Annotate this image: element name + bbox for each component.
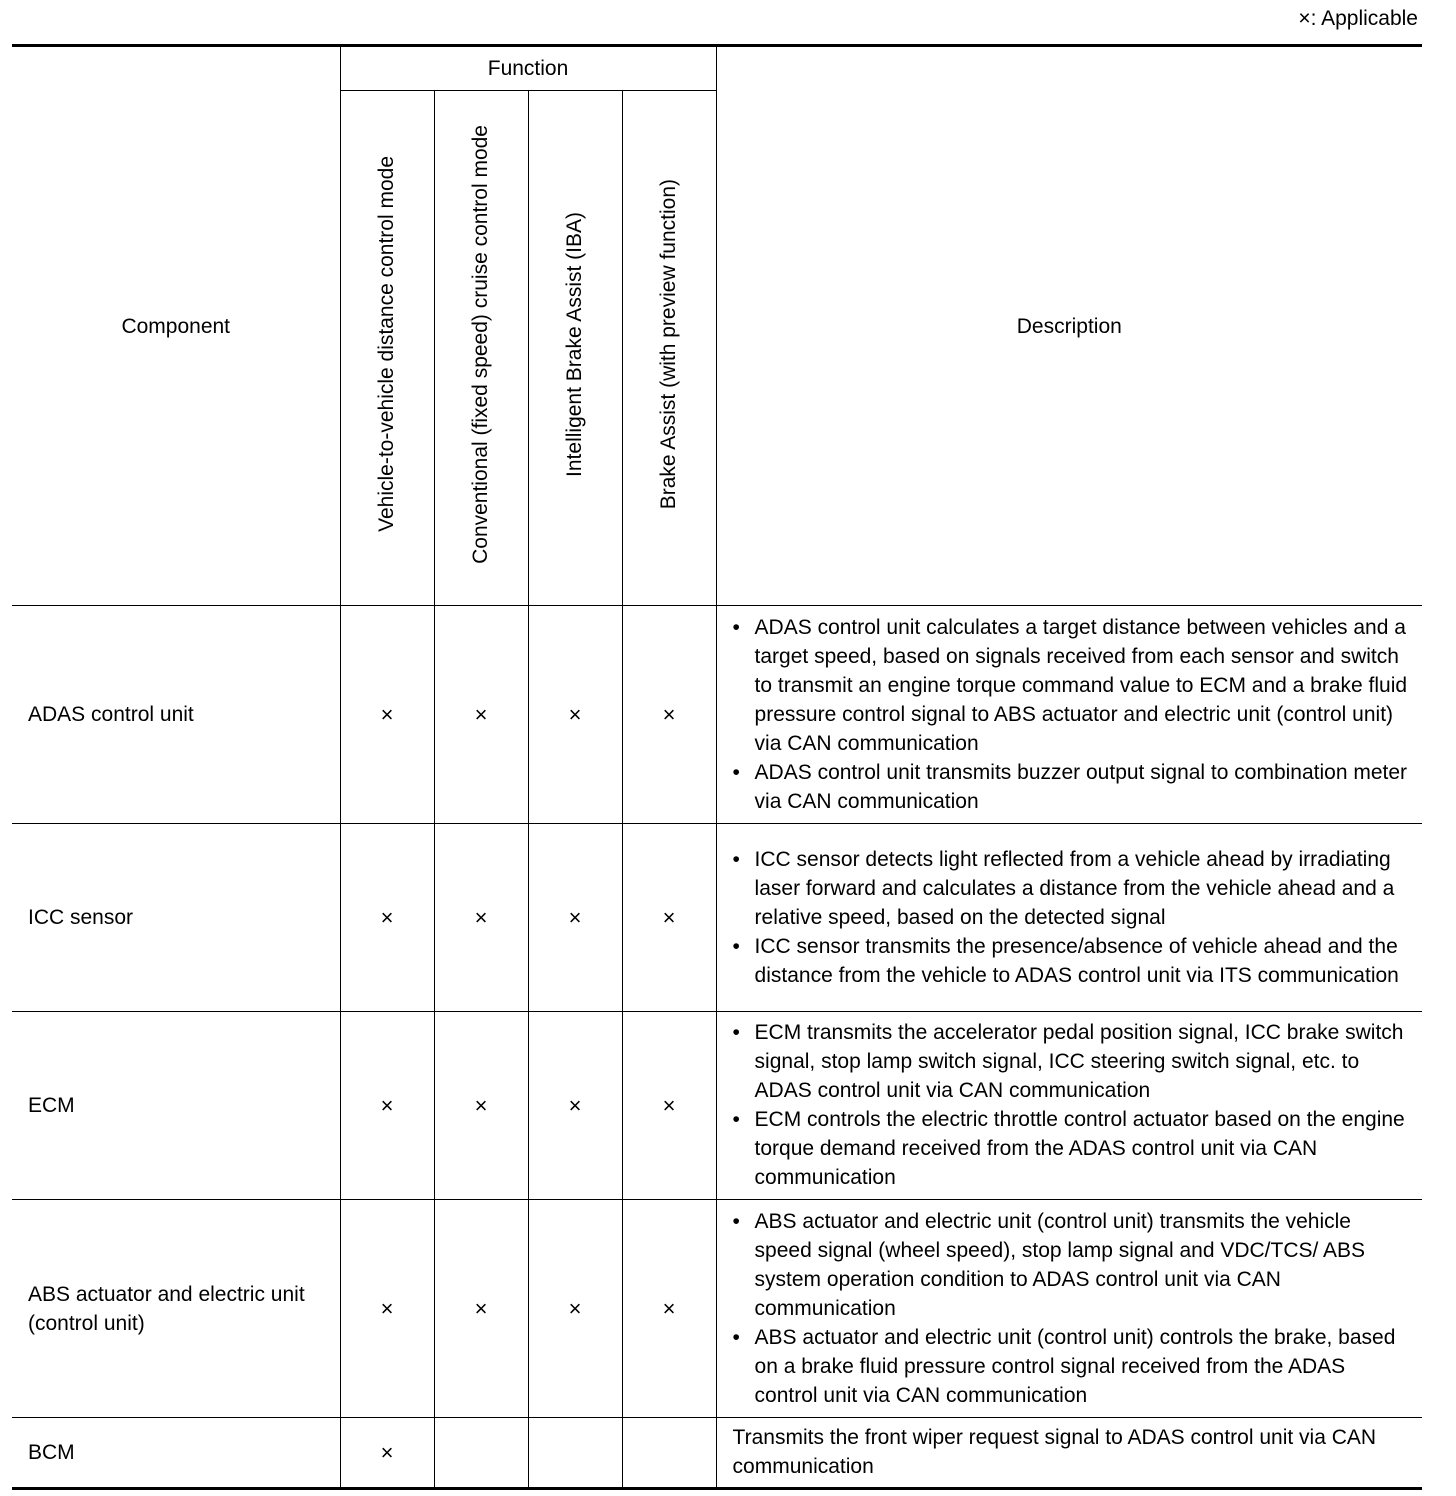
header-function-label: Brake Assist (with preview function) xyxy=(657,178,681,510)
description-cell xyxy=(716,824,1422,1012)
header-function-label: Vehicle-to-vehicle distance control mode xyxy=(375,156,398,532)
description-bullet: • ADAS control unit calculates a target distance between vehicles and a target speed, based on signals received from each sensor and switch to transmit an engine torque command value to ECM and a brake fluid pressure control signal to ABS actuator and electric unit (control unit) via CAN communication xyxy=(733,613,1413,758)
header-function-distance-control xyxy=(340,91,434,606)
applicable-mark: × xyxy=(622,1200,716,1418)
description-bullet: • ICC sensor detects light reflected from a vehicle ahead by irradiating laser forward and calculates a distance from the vehicle ahead and a relative speed, based on the detected signal xyxy=(733,845,1413,932)
applicable-mark: × xyxy=(528,606,622,824)
header-function-iba xyxy=(528,91,622,606)
description-bullet: • ABS actuator and electric unit (control unit) controls the brake, based on a brake fluid pressure control signal received from the ADAS control unit via CAN communication xyxy=(733,1323,1413,1410)
header-function-label: Conventional (fixed speed) cruise control mode xyxy=(469,124,492,564)
description-bullet: • ICC sensor transmits the presence/absence of vehicle ahead and the distance from the vehicle to ADAS control unit via ITS communication xyxy=(733,932,1413,990)
table-row xyxy=(12,1200,1422,1418)
description-text: Transmits the front wiper request signal to ADAS control unit via CAN communication xyxy=(732,1426,1377,1478)
applicable-mark: × xyxy=(622,824,716,1012)
component-cell: BCM xyxy=(12,1418,340,1489)
legend: ×: Applicable xyxy=(1298,7,1418,30)
applicable-mark: × xyxy=(340,606,434,824)
header-function-cruise-control xyxy=(434,91,528,606)
header-function: Function xyxy=(340,46,716,91)
applicable-mark: × xyxy=(622,1012,716,1200)
applicable-mark: × xyxy=(434,606,528,824)
description-bullet: • ECM transmits the accelerator pedal position signal, ICC brake switch signal, stop lamp switch signal, ICC steering switch signal, etc. to ADAS control unit via CAN communication xyxy=(733,1018,1413,1105)
applicable-mark: × xyxy=(528,824,622,1012)
applicable-mark: × xyxy=(528,1012,622,1200)
applicable-mark: × xyxy=(340,1418,434,1489)
description-cell xyxy=(716,1418,1422,1489)
applicable-mark: × xyxy=(340,824,434,1012)
applicable-mark xyxy=(622,1418,716,1489)
applicable-mark: × xyxy=(434,1200,528,1418)
applicable-mark xyxy=(434,1418,528,1489)
applicable-mark: × xyxy=(434,824,528,1012)
component-cell: ADAS control unit xyxy=(12,606,340,824)
header-description: Description xyxy=(716,46,1422,606)
table-row xyxy=(12,824,1422,1012)
component-function-table xyxy=(12,44,1422,1490)
component-cell: ICC sensor xyxy=(12,824,340,1012)
description-bullet: • ADAS control unit transmits buzzer output signal to combination meter via CAN communication xyxy=(733,758,1413,816)
header-function-label: Intelligent Brake Assist (IBA) xyxy=(563,211,586,477)
description-cell xyxy=(716,1012,1422,1200)
table-row xyxy=(12,1418,1422,1489)
header-component: Component xyxy=(12,46,340,606)
applicable-mark: × xyxy=(434,1012,528,1200)
applicable-mark: × xyxy=(622,606,716,824)
applicable-mark: × xyxy=(528,1200,622,1418)
component-cell: ABS actuator and electric unit (control unit) xyxy=(12,1200,340,1418)
applicable-mark: × xyxy=(340,1200,434,1418)
table-row xyxy=(12,606,1422,824)
header-function-brake-assist xyxy=(622,91,716,606)
description-bullet: • ECM controls the electric throttle control actuator based on the engine torque demand received from the ADAS control unit via CAN communication xyxy=(733,1105,1413,1192)
description-cell xyxy=(716,1200,1422,1418)
table-row xyxy=(12,1012,1422,1200)
component-cell: ECM xyxy=(12,1012,340,1200)
description-bullet: • ABS actuator and electric unit (control unit) transmits the vehicle speed signal (wheel speed), stop lamp signal and VDC/TCS/ ABS system operation condition to ADAS control unit via CAN communication xyxy=(733,1207,1413,1323)
applicable-mark xyxy=(528,1418,622,1489)
applicable-mark: × xyxy=(340,1012,434,1200)
description-cell xyxy=(716,606,1422,824)
